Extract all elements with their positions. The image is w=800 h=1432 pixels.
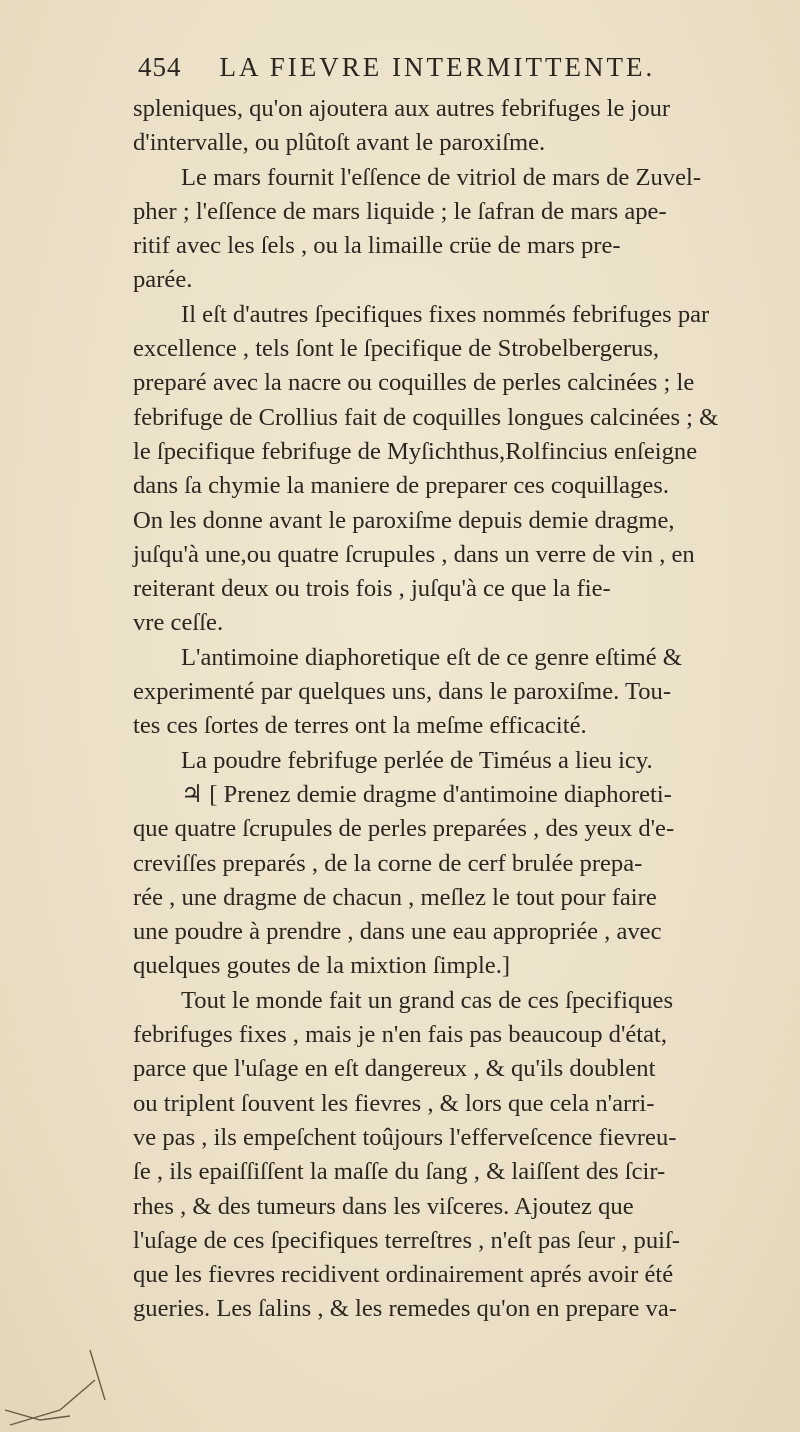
- running-title: LA FIEVRE INTERMITTENTE.: [219, 52, 656, 82]
- text-line: ſe , ils epaiſſiſſent la maſſe du ſang , & laiſſent des ſcir-: [133, 1158, 666, 1186]
- text-line: l'uſage de ces ſpecifiques terreſtres , n'eſt pas ſeur , puiſ-: [133, 1226, 680, 1254]
- text-line: Il eſt d'autres ſpecifiques fixes nommés febrifuges par: [181, 300, 710, 328]
- text-line: une poudre à prendre , dans une eau appropriée , avec: [133, 918, 662, 946]
- text-line: Le mars fournit l'eſſence de vitriol de mars de Zuvel-: [181, 163, 702, 191]
- text-line: le ſpecifique febrifuge de Myſichthus,Rolfincius enſeigne: [133, 437, 698, 465]
- text-line: ve pas , ils empeſchent toûjours l'effervеſcence fievreu-: [133, 1123, 677, 1151]
- text-line: parée.: [133, 266, 193, 294]
- text-line: L'antimoine diaphoretique eſt de ce genre eſtimé &: [181, 643, 682, 671]
- text-line: excellence , tels ſont le ſpecifique de Strobelbergerus,: [133, 335, 660, 363]
- text-line: ritif avec les ſels , ou la limaille crüe de mars pre-: [133, 232, 621, 260]
- text-line: reiterant deux ou trois fois , juſqu'à ce que la fie-: [133, 575, 611, 603]
- text-line: experimenté par quelques uns, dans le paroxiſme. Tou-: [133, 678, 672, 706]
- text-line: La poudre febrifuge perlée de Timéus a lieu icy.: [181, 746, 653, 774]
- text-line: ou triplent ſouvent les fievres , & lors que cela n'arri-: [133, 1089, 655, 1117]
- text-line: tes ces ſortes de terres ont la meſme efficacité.: [133, 712, 587, 740]
- text-line: febrifuges fixes , mais je n'en fais pas beaucoup d'état,: [133, 1021, 668, 1049]
- pencil-mark: [0, 1340, 240, 1432]
- text-line: pher ; l'eſſence de mars liquide ; le ſafran de mars ape-: [133, 197, 667, 225]
- text-line: gueries. Les ſalins , & les remedes qu'on en prepare va-: [133, 1295, 677, 1323]
- text-line: que les fievres recidivent ordinairement aprés avoir été: [133, 1261, 674, 1289]
- text-line: ♃ [ Prenez demie dragme d'antimoine diaphoreti-: [181, 780, 672, 808]
- text-line: febrifuge de Crollius fait de coquilles longues calcinées ; &: [133, 403, 719, 431]
- text-line: dans ſa chymie la maniere de preparer ces coquillages.: [133, 472, 670, 500]
- text-line: que quatre ſcrupules de perles preparées , des yeux d'e-: [133, 815, 675, 843]
- text-line: creviſſes preparés , de la corne de cerf brulée prepa-: [133, 849, 643, 877]
- page-header: [138, 52, 778, 83]
- text-line: parce que l'uſage en eſt dangereux , & qu'ils doublent: [133, 1055, 656, 1083]
- text-line: rée , une dragme de chacun , meſlez le tout pour faire: [133, 883, 657, 911]
- text-line: d'intervalle, ou plûtoſt avant le paroxiſme.: [133, 129, 546, 157]
- text-line: vre ceſſe.: [133, 609, 224, 637]
- text-line: Tout le monde fait un grand cas de ces ſpecifiques: [181, 986, 674, 1014]
- page-number: 454: [138, 52, 182, 82]
- text-line: quelques goutes de la mixtion ſimple.]: [133, 952, 511, 980]
- text-line: On les donne avant le paroxiſme depuis demie dragme,: [133, 506, 675, 534]
- text-line: spleniques, qu'on ajoutera aux autres febrifuges le jour: [133, 95, 671, 122]
- text-line: rhes , & des tumeurs dans les viſceres. Ajoutez que: [133, 1192, 634, 1220]
- body-text: [133, 92, 785, 1327]
- text-line: juſqu'à une,ou quatre ſcrupules , dans un verre de vin , en: [133, 540, 695, 568]
- text-line: preparé avec la nacre ou coquilles de perles calcinées ; le: [133, 369, 695, 397]
